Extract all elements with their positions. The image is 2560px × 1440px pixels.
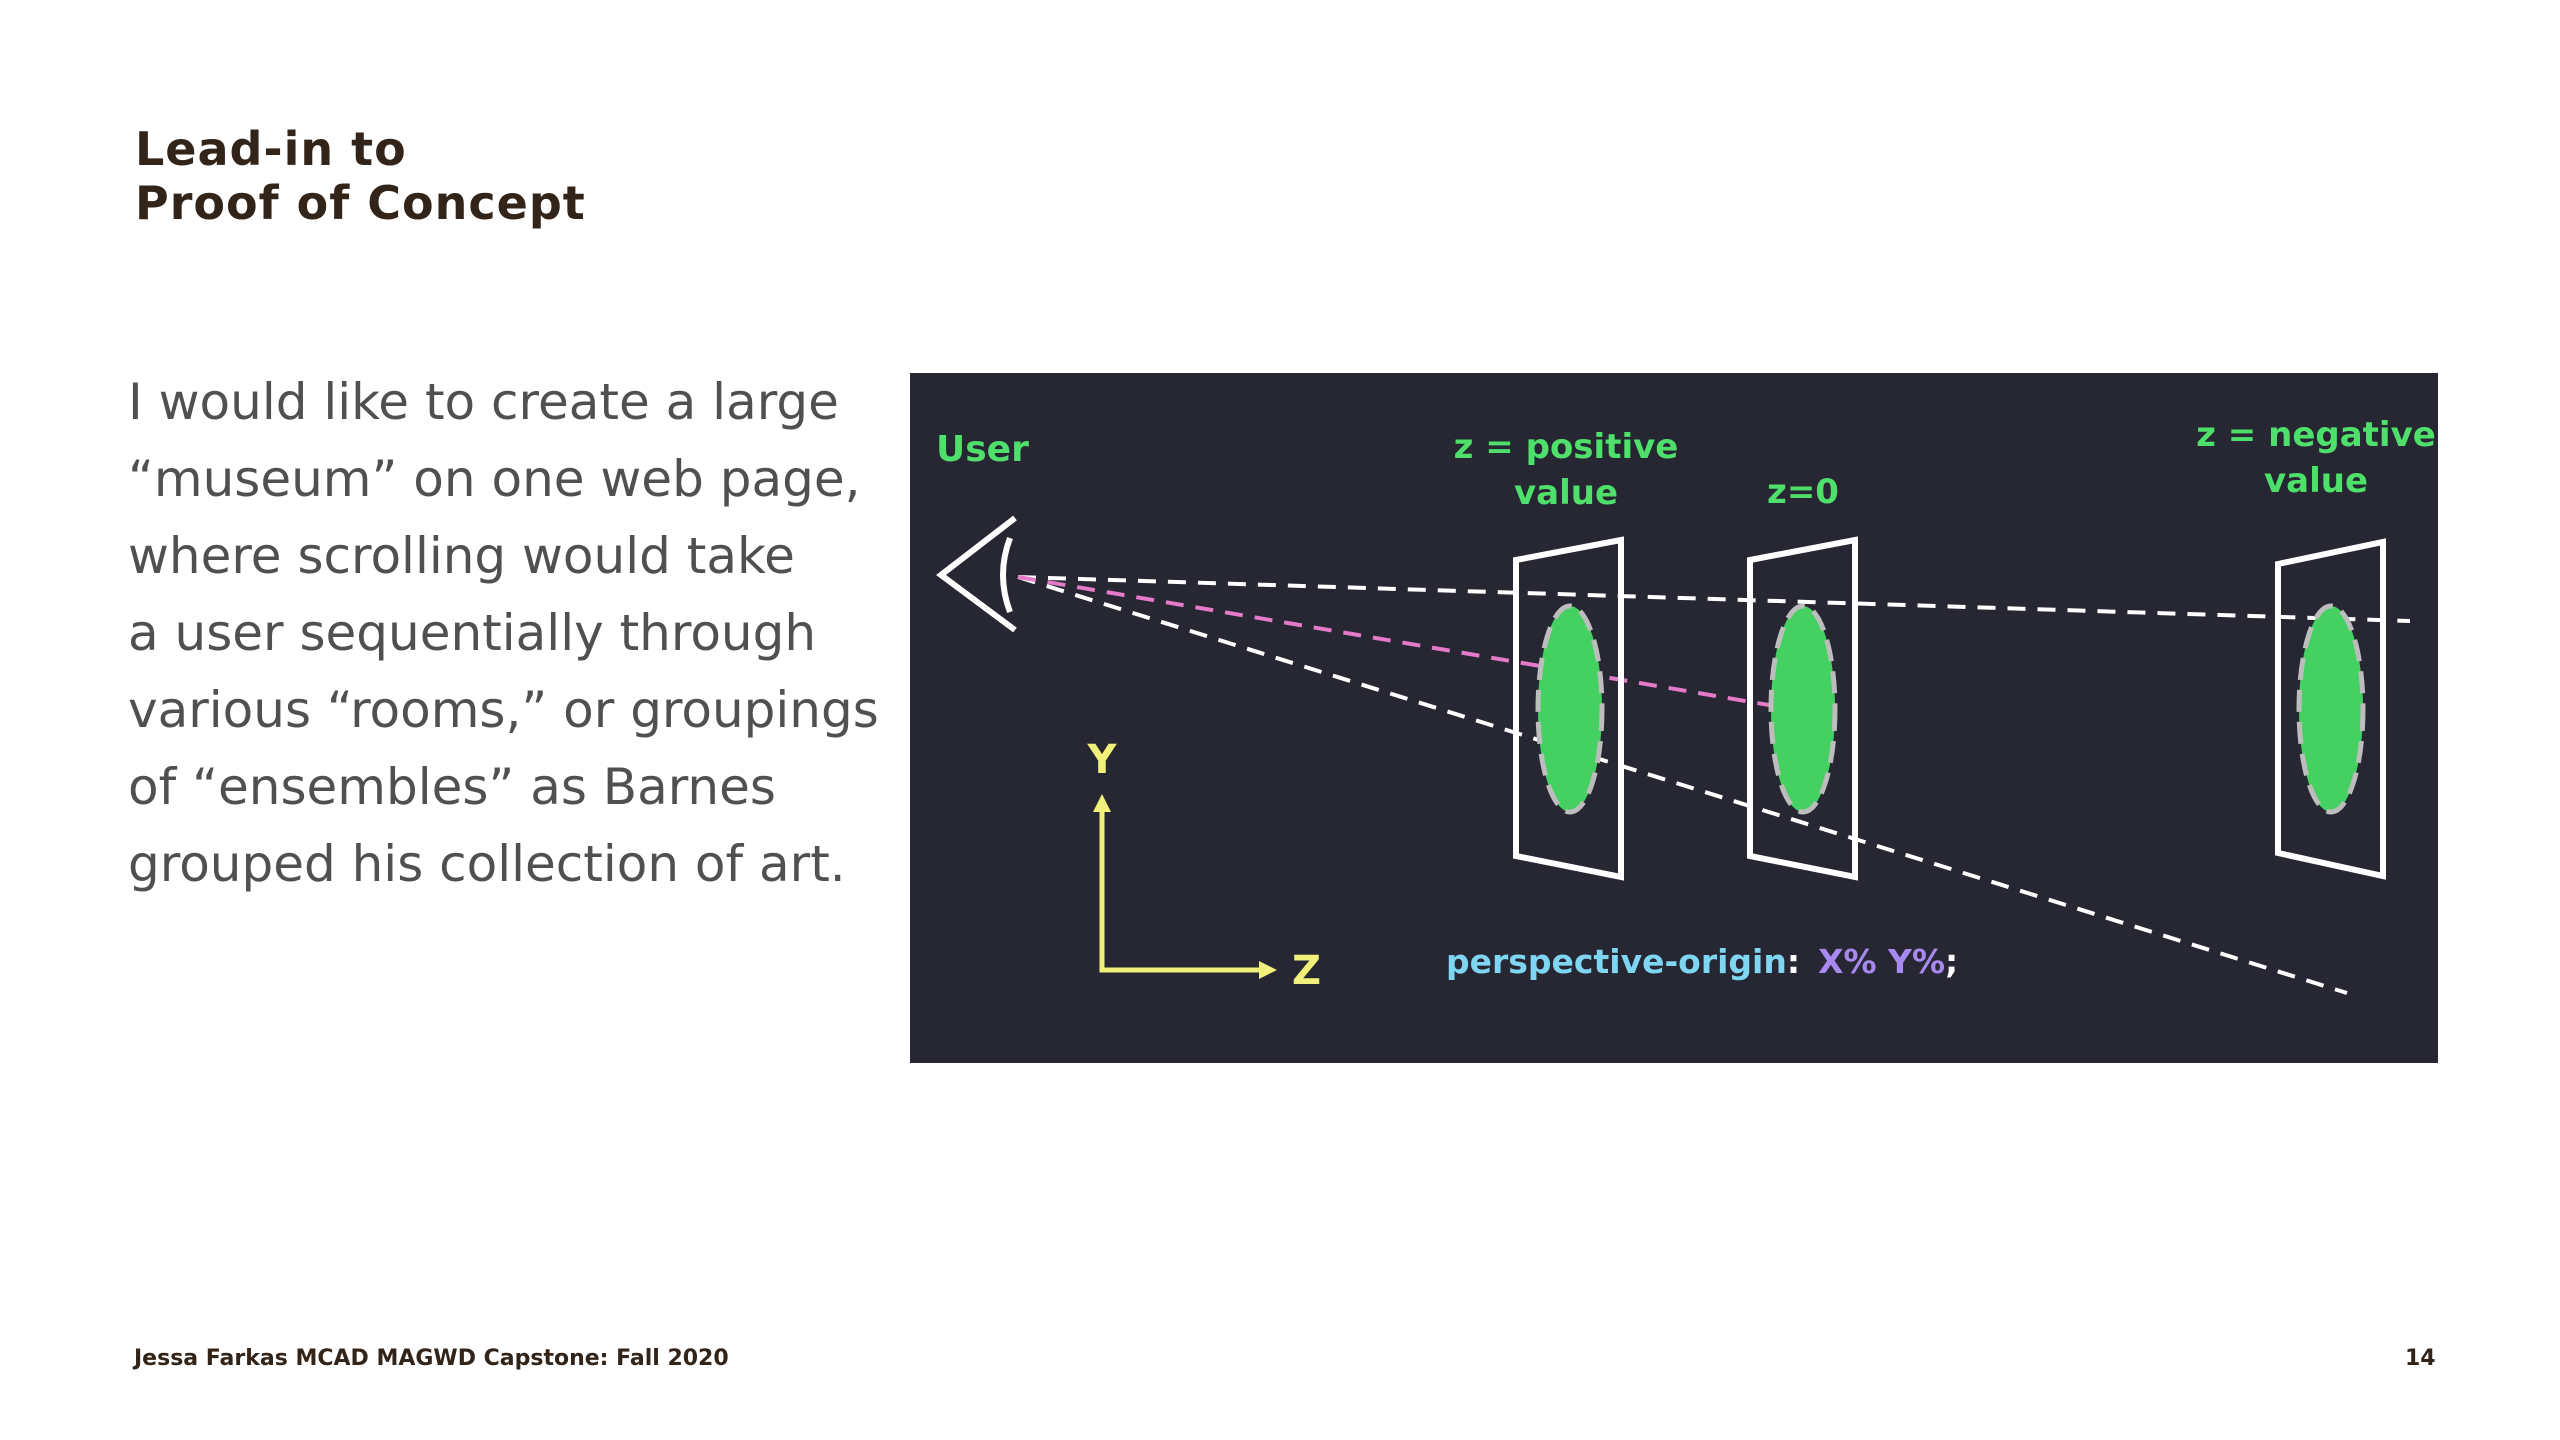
code-semicolon: ;: [1945, 942, 1959, 981]
page-number: 14: [2405, 1346, 2436, 1371]
body-line: a user sequentially through: [128, 604, 817, 662]
body-line: various “rooms,” or groupings: [128, 681, 879, 739]
plane-z-positive-oval: [1538, 606, 1602, 812]
slide-title-line: Lead-in to: [135, 122, 407, 176]
code-colon: :: [1786, 942, 1801, 981]
z-positive-label-line1: z = positive: [1453, 427, 1679, 467]
slide-title-line: Proof of Concept: [135, 176, 586, 230]
z-zero-label: z=0: [1767, 472, 1839, 512]
body-line: I would like to create a large: [128, 373, 839, 431]
footer-credit: Jessa Farkas MCAD MAGWD Capstone: Fall 2020: [134, 1346, 729, 1371]
user-label: User: [936, 429, 1029, 470]
z-positive-label-line2: value: [1513, 473, 1619, 513]
body-line: grouped his collection of art.: [128, 835, 846, 893]
slide-title: [135, 122, 586, 230]
code-snippet: [1446, 942, 1958, 981]
axis-y-label: Y: [1087, 737, 1117, 783]
body-paragraph: [128, 364, 879, 903]
body-line: “museum” on one web page,: [128, 450, 861, 508]
plane-z-zero-oval: [1771, 606, 1835, 812]
axis-z-label: Z: [1292, 948, 1322, 994]
perspective-origin-diagram: [910, 373, 2438, 1063]
plane-z-negative-oval: [2299, 606, 2363, 812]
body-line: where scrolling would take: [128, 527, 795, 585]
body-line: of “ensembles” as Barnes: [128, 758, 776, 816]
z-negative-label-line1: z = negative: [2196, 415, 2436, 455]
code-property: perspective-origin: [1446, 942, 1787, 981]
code-values: X% Y%: [1818, 942, 1946, 981]
z-negative-label-line2: value: [2263, 461, 2369, 501]
